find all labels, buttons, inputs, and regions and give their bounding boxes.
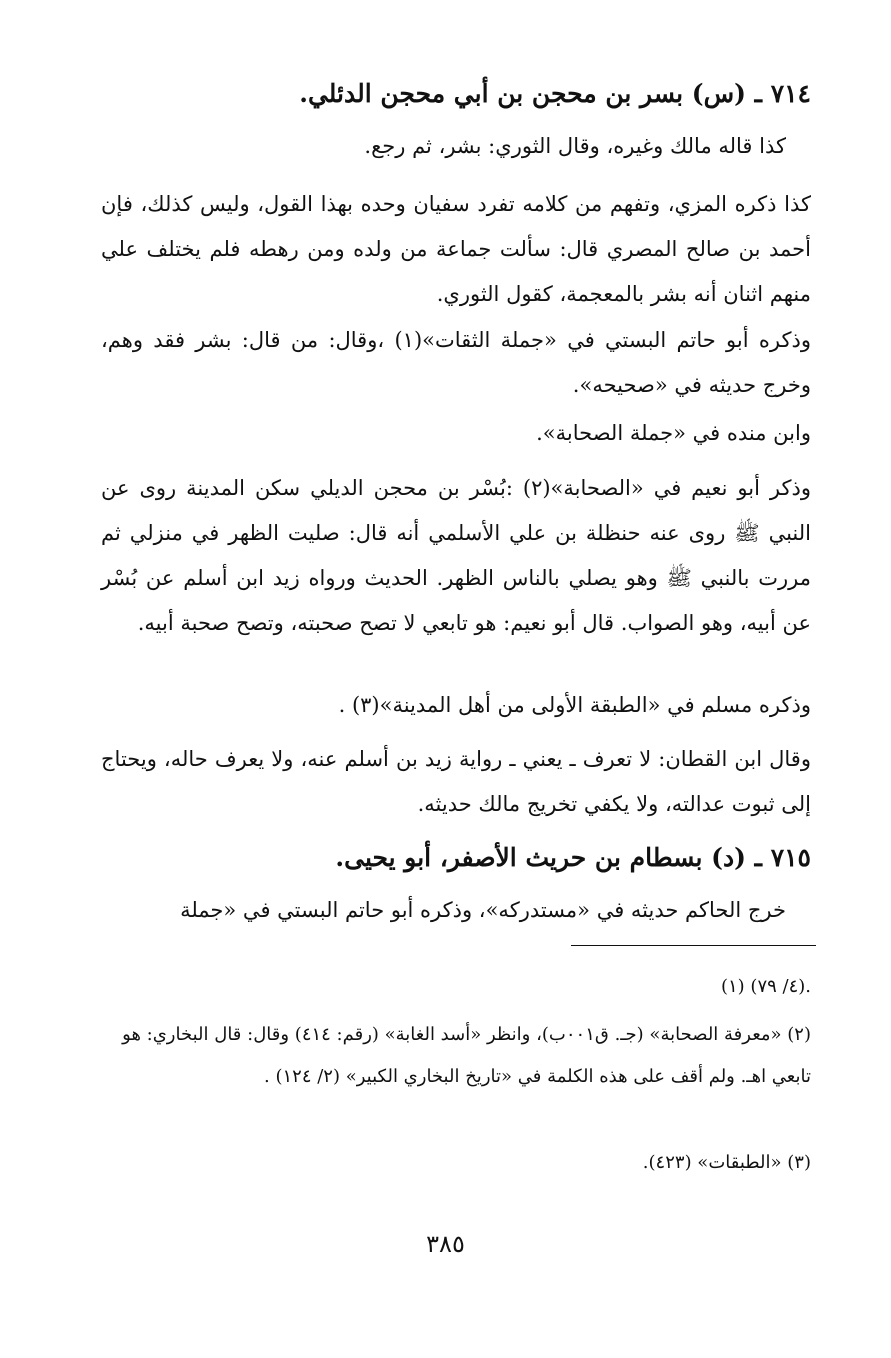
entry-714-paragraph-5: وذكر أبو نعيم في «الصحابة»(٢) :بُسْر بن محجن الديلي سكن المدينة روى عن النبي ﷺ روى عنه حنظلة بن علي الأسلمي أنه قال: صليت الظهر في منزلي ثم مررت بالنبي ﷺ وهو يصلي بالناس الظهر. الحديث ورواه زيد ابن أسلم عن بُسْر عن أبيه، وهو الصواب. قال أبو نعيم: هو تابعي لا تصح صحبته، وتصح صحبة أبيه. — [101, 476, 811, 635]
footnote-1: (١) (٤/ ٧٩). — [720, 976, 811, 997]
entry-714-paragraph-6: وذكره مسلم في «الطبقة الأولى من أهل المدينة»(٣) . — [338, 693, 811, 717]
entry-714-paragraph-4: وابن منده في «جملة الصحابة». — [536, 421, 811, 445]
entry-714-heading: ٧١٤ ـ (س) بسر بن محجن بن أبي محجن الدئلي. — [299, 79, 811, 108]
page-number: ٣٨٥ — [426, 1230, 465, 1258]
footnote-separator — [571, 945, 816, 946]
entry-715-heading: ٧١٥ ـ (د) بسطام بن حريث الأصفر، أبو يحيى. — [335, 843, 811, 872]
entry-714-paragraph-1: كذا قاله مالك وغيره، وقال الثوري: بشر، ثم رجع. — [364, 134, 786, 158]
footnote-2: (٢) «معرفة الصحابة» (جـ. ق٠٠١ب)، وانظر «أسد الغابة» (رقم: ٤١٤) وقال: قال البخاري: هو تابعي اهـ. ولم أقف على هذه الكلمة في «تاريخ البخاري الكبير» (٢/ ١٢٤) . — [122, 1024, 811, 1087]
entry-714-paragraph-2: كذا ذكره المزي، وتفهم من كلامه تفرد سفيان وحده بهذا القول، وليس كذلك، فإن أحمد بن صالح المصري قال: سألت جماعة من ولده ومن رهطه فلم يختلف علي منهم اثنان أنه بشر بالمعجمة، كقول الثوري. — [101, 192, 811, 306]
footnote-3: (٣) «الطبقات» (٤٢٣). — [642, 1152, 811, 1173]
entry-714-paragraph-7: وقال ابن القطان: لا تعرف ـ يعني ـ رواية زيد بن أسلم عنه، ولا يعرف حاله، ويحتاج إلى ثبوت عدالته، ولا يكفي تخريج مالك حديثه. — [101, 747, 811, 816]
entry-715-paragraph-1: خرج الحاكم حديثه في «مستدركه»، وذكره أبو حاتم البستي في «جملة — [180, 898, 786, 922]
entry-714-paragraph-3: وذكره أبو حاتم البستي في «جملة الثقات»(١) ،وقال: من قال: بشر فقد وهم، وخرج حديثه في «صحيحه». — [101, 328, 811, 397]
